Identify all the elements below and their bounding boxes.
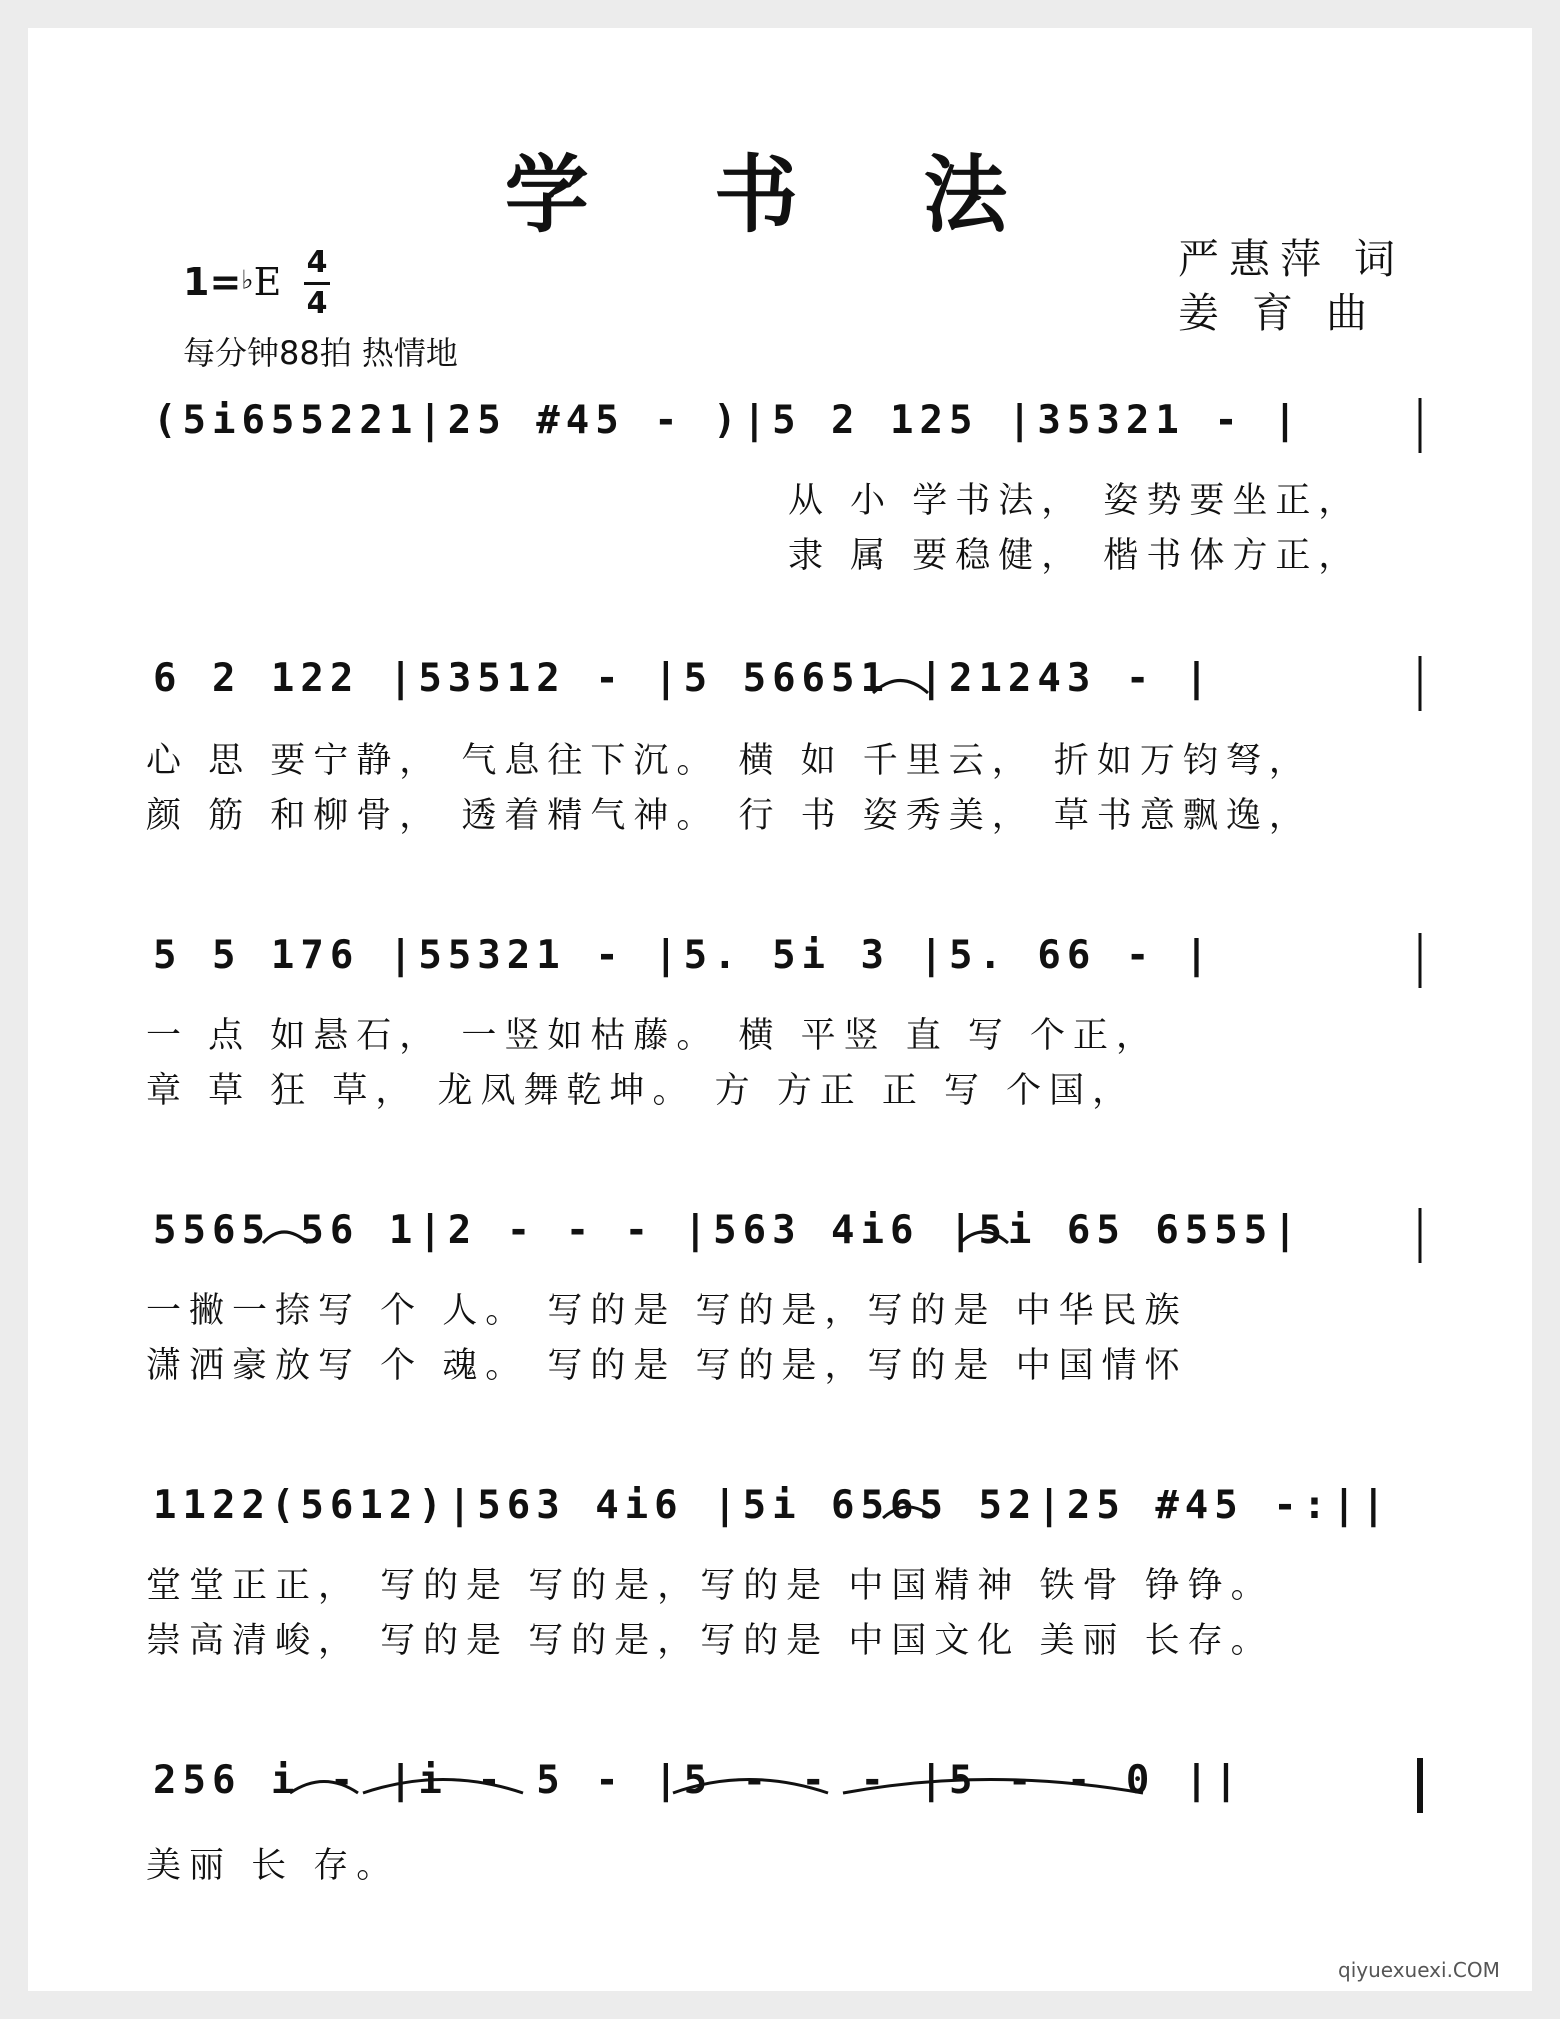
lyrics-row-3-verse-2: 章 草 狂 草， 龙凤舞乾坤。 方 方正 正 写 个国， (146, 1071, 1136, 1111)
notation-row-2: 6 2 122 |53512 - |5 56651 |21243 - | (153, 656, 1215, 701)
notation-row-3: 5 5 176 |55321 - |5. 5i 3 |5. 66 - | (153, 933, 1215, 978)
lyricist-credit: 严惠萍 词 (1178, 235, 1406, 283)
flat-sign: ♭ (241, 265, 254, 296)
lyrics-row-5-verse-1: 堂堂正正， 写的是 写的是，写的是 中国精神 铁骨 铮铮。 (146, 1566, 1274, 1606)
key-tonic: 1 (183, 260, 210, 304)
time-bottom: 4 (306, 286, 328, 321)
notation-row-5: 1122(5612)|563 4i6 |5i 6565 52|25 #45 -:|| (153, 1483, 1392, 1528)
site-watermark: qiyuexuexi.COM (1338, 1958, 1500, 1982)
lyrics-row-1-verse-1: 从 小 学书法， 姿势要坐正， (788, 481, 1362, 521)
slur-marks (28, 28, 1532, 1991)
tempo-marking: 每分钟88拍 热情地 (183, 334, 458, 372)
composer-credit: 姜 育 曲 (1178, 289, 1378, 337)
lyrics-row-4-verse-1: 一撇一捺写 个 人。 写的是 写的是，写的是 中华民族 (146, 1291, 1188, 1331)
notation-row-1: (5i655221|25 #45 - )|5 2 125 |35321 - | (153, 398, 1303, 443)
lyrics-row-4-verse-2: 潇洒豪放写 个 魂。 写的是 写的是，写的是 中国情怀 (146, 1346, 1188, 1386)
lyrics-row-1-verse-2: 隶 属 要稳健， 楷书体方正， (788, 536, 1362, 576)
time-top: 4 (306, 245, 328, 280)
key-equals: = (209, 260, 242, 304)
lyrics-row-2-verse-2: 颜 筋 和柳骨， 透着精气神。 行 书 姿秀美， 草书意飘逸， (146, 796, 1312, 836)
lyrics-row-2-verse-1: 心 思 要宁静， 气息往下沉。 横 如 千里云， 折如万钧弩， (146, 741, 1312, 781)
song-title: 学 书 法 (504, 145, 1056, 244)
notation-row-4: 5565 56 1|2 - - - |563 4i6 |5i 65 6555| (153, 1208, 1303, 1253)
lyrics-row-5-verse-2: 崇高清峻， 写的是 写的是，写的是 中国文化 美丽 长存。 (146, 1621, 1274, 1661)
key-letter: E (253, 260, 282, 304)
lyrics-row-6-verse-1: 美丽 长 存。 (146, 1846, 400, 1886)
lyrics-row-3-verse-1: 一 点 如悬石， 一竖如枯藤。 横 平竖 直 写 个正， (146, 1016, 1160, 1056)
notation-row-6: 256 i - |i - 5 - |5 - - - |5 - - 0 || (153, 1758, 1244, 1803)
score-sheet (28, 28, 1532, 1991)
